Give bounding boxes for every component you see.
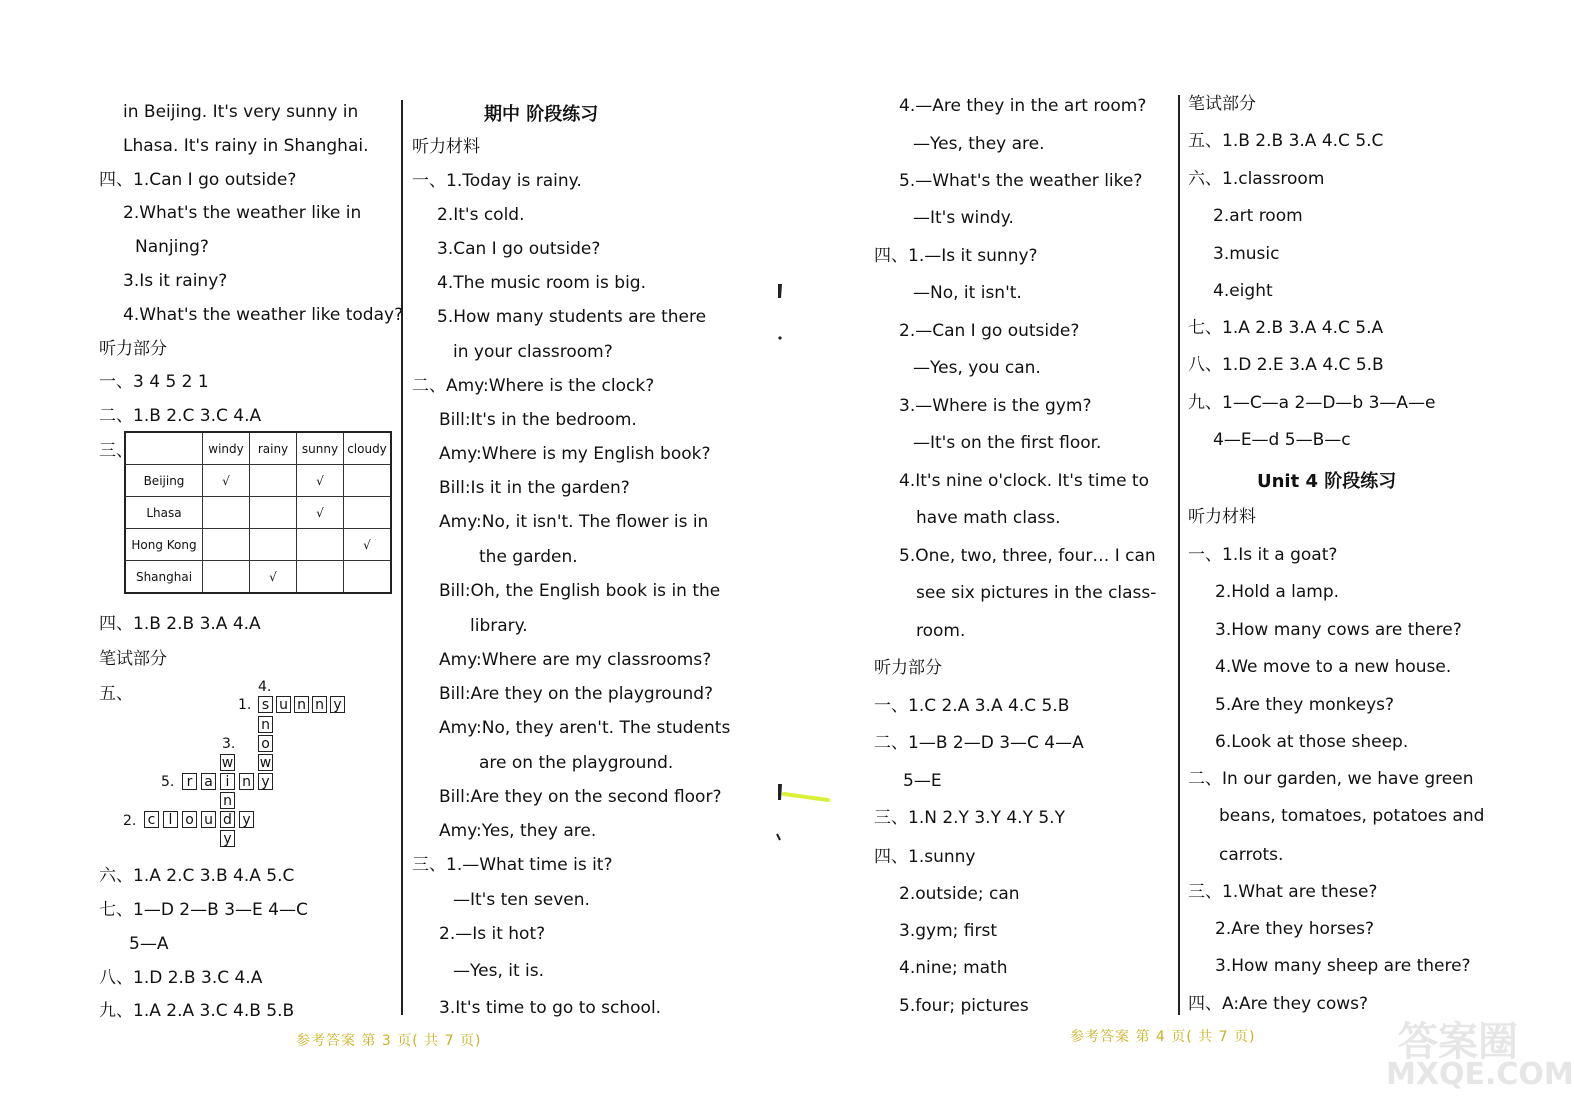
crossword-cell: o [182,811,197,828]
text-line: 4.We move to a new house. [1215,657,1452,677]
highlight-mark [770,780,835,845]
crossword-cell: a [201,773,216,790]
text-line: 2.—Is it hot? [439,924,546,944]
text-line: 5.—What's the weather like? [899,171,1143,191]
check-cell [250,465,297,497]
answer-line: 五、 [99,684,133,704]
text-line: 3.How many cows are there? [1215,620,1462,640]
crossword-cell: n [258,716,273,733]
column-divider-left [401,100,403,1015]
answer-line: 二、1—B 2—D 3—C 4—A [874,733,1084,753]
check-cell [250,529,297,561]
text-line: 三、1.—What time is it? [412,855,613,875]
text-line: carrots. [1219,845,1284,865]
crossword-cell: y [258,773,273,790]
crossword-label: 4. [258,679,272,695]
section-title: 期中 阶段练习 [484,104,599,125]
crossword-cell: o [258,735,273,752]
answer-line: 九、1—C—a 2—D—b 3—A—e [1188,393,1436,413]
table-row [125,529,391,561]
crossword-cell: n [294,696,309,713]
text-line: 四、1.—Is it sunny? [874,246,1038,266]
crossword-cell: r [182,773,197,790]
section-heading: 笔试部分 [99,649,167,669]
check-cell [297,561,344,594]
table-row [125,497,391,529]
city-cell: Beijing [125,465,203,497]
crossword-cell: w [221,755,234,771]
answer-line: 5—E [903,771,942,791]
answer-line: 六、1.A 2.C 3.B 4.A 5.C [99,866,295,886]
text-line: —No, it isn't. [913,283,1022,303]
text-line: 5.One, two, three, four… I can [899,546,1156,566]
crossword-label: 2. [123,813,137,829]
check-cell [203,561,250,594]
check-cell [344,497,392,529]
watermark-url: MXQE.COM [1386,1057,1574,1092]
check-cell [344,465,392,497]
check-cell: √ [297,465,344,497]
text-line: the garden. [479,547,578,567]
table-header-cell: rainy [250,432,297,465]
check-cell: √ [203,465,250,497]
answer-line: 五、1.B 2.B 3.A 4.C 5.C [1188,131,1384,151]
table-header-cell: sunny [297,432,344,465]
text-line: 2.Are they horses? [1215,919,1375,939]
crossword-label: 3. [222,736,236,752]
text-line: 3.Is it rainy? [123,271,228,291]
text-line: Lhasa. It's rainy in Shanghai. [123,136,369,156]
answer-line: 七、1—D 2—B 3—E 4—C [99,900,308,920]
text-line: 5.Are they monkeys? [1215,695,1395,715]
answer-line: 4—E—d 5—B—c [1213,430,1351,450]
answer-line: 七、1.A 2.B 3.A 4.C 5.A [1188,318,1384,338]
text-line: 四、1.Can I go outside? [99,170,297,190]
section-heading: 听力部分 [874,658,942,678]
text-line: 2.—Can I go outside? [899,321,1080,341]
text-line: 2.Hold a lamp. [1215,582,1340,602]
answer-line: 二、1.B 2.C 3.C 4.A [99,406,262,426]
text-line: Amy:Where are my classrooms? [439,650,712,670]
answer-line: 九、1.A 2.A 3.C 4.B 5.B [99,1001,295,1021]
crossword-cell: y [239,811,254,828]
text-line: Amy:No, they aren't. The students [439,718,731,738]
section-title: Unit 4 阶段练习 [1257,471,1397,492]
crossword-cell: y [330,696,345,713]
text-line: —It's on the first floor. [913,433,1102,453]
text-line: beans, tomatoes, potatoes and [1219,806,1485,826]
text-line: Nanjing? [135,237,209,257]
text-line: 3.Can I go outside? [437,239,601,259]
text-line: 5.How many students are there [437,307,707,327]
text-line: Bill:Is it in the garden? [439,478,630,498]
text-line: library. [470,616,528,636]
text-line: see six pictures in the class- [916,583,1157,603]
table-row [125,561,391,594]
crossword-cell: u [276,696,291,713]
text-line: 4.What's the weather like today? [123,305,404,325]
crossword-label: 1. [238,697,252,713]
check-cell [344,561,392,594]
check-cell [297,529,344,561]
table-corner-cell [125,432,203,465]
text-line: Bill:Are they on the second floor? [439,787,722,807]
text-line: —Yes, you can. [913,358,1041,378]
crossword-cell: w [259,755,272,771]
answer-line: 四、1.sunny [874,847,976,867]
text-line: 二、Amy:Where is the clock? [412,376,655,396]
text-line: —It's ten seven. [453,890,590,910]
text-line: 一、1.Is it a goat? [1188,545,1338,565]
watermark-logo: 答案圈 [1398,1019,1518,1065]
text-line: are on the playground. [479,753,674,773]
check-cell: √ [250,561,297,594]
answer-line: 2.art room [1213,206,1303,226]
answer-line: 三、1.N 2.Y 3.Y 4.Y 5.Y [874,808,1065,828]
text-line: 4.It's nine o'clock. It's time to [899,471,1150,491]
text-line: —It's windy. [913,208,1014,228]
answer-line: 八、1.D 2.B 3.C 4.A [99,968,263,988]
text-line: 3.How many sheep are there? [1215,956,1471,976]
answer-line: 5—A [129,934,169,954]
section-heading: 听力部分 [99,339,167,359]
answer-line: 5.four; pictures [899,996,1029,1016]
text-line: 2.What's the weather like in [123,203,362,223]
answer-line: 一、1.C 2.A 3.A 4.C 5.B [874,696,1070,716]
text-line: 4.The music room is big. [437,273,646,293]
text-line: 3.—Where is the gym? [899,396,1092,416]
weather-table [124,431,392,594]
table-row [125,465,391,497]
crossword-cell: c [144,811,159,828]
page-footer-right: 参考答案 第 4 页( 共 7 页) [1070,1029,1256,1045]
answer-line: 六、1.classroom [1188,169,1325,189]
text-line: 4.—Are they in the art room? [899,96,1147,116]
crossword-cell: n [239,773,254,790]
check-cell: √ [344,529,392,561]
text-line: 二、In our garden, we have green [1188,769,1474,789]
text-line: 3.It's time to go to school. [439,998,662,1018]
page-footer-left: 参考答案 第 3 页( 共 7 页) [296,1033,482,1049]
text-line: have math class. [916,508,1061,528]
answer-line: 一、3 4 5 2 1 [99,372,209,392]
crossword-cell: y [220,830,235,847]
answer-line: 4.eight [1213,281,1273,301]
crossword-label: 5. [161,774,175,790]
text-line: Amy:Where is my English book? [439,444,711,464]
text-line: 一、1.Today is rainy. [412,171,582,191]
city-cell: Shanghai [125,561,203,594]
text-line: Amy:Yes, they are. [439,821,597,841]
text-line: —Yes, they are. [913,134,1045,154]
text-line: 2.It's cold. [437,205,525,225]
text-line: Bill:Are they on the playground? [439,684,714,704]
crossword-cell: u [201,811,216,828]
section-heading: 听力材料 [412,137,480,157]
text-line: 6.Look at those sheep. [1215,732,1409,752]
text-line: Amy:No, it isn't. The flower is in [439,512,709,532]
section-heading: 笔试部分 [1188,94,1256,114]
table-header-cell: windy [203,432,250,465]
text-line: Bill:Oh, the English book is in the [439,581,721,601]
section-heading: 听力材料 [1188,507,1256,527]
text-line: room. [916,621,966,641]
answer-line: 三、 [99,441,133,461]
check-cell [203,497,250,529]
crossword-cell: n [312,696,327,713]
check-cell: √ [297,497,344,529]
text-line: 三、1.What are these? [1188,882,1378,902]
text-line: in your classroom? [453,342,613,362]
text-line: Bill:It's in the bedroom. [439,410,637,430]
text-line: —Yes, it is. [453,961,545,981]
crossword-cell: i [220,773,235,790]
city-cell: Lhasa [125,497,203,529]
crossword-cell: l [163,811,178,828]
check-cell [250,497,297,529]
answer-line: 3.music [1213,244,1280,264]
city-cell: Hong Kong [125,529,203,561]
crossword-cell: d [220,811,235,828]
crossword-cell: n [220,792,235,809]
answer-line: 3.gym; first [899,921,997,941]
answer-line: 4.nine; math [899,958,1008,978]
answer-line: 八、1.D 2.E 3.A 4.C 5.B [1188,355,1384,375]
check-cell [203,529,250,561]
table-header-row [125,432,391,465]
text-line: 四、A:Are they cows? [1188,994,1369,1014]
answer-line: 四、1.B 2.B 3.A 4.A [99,614,261,634]
table-header-cell: cloudy [344,432,392,465]
answer-line: 2.outside; can [899,884,1020,904]
scan-mark [770,280,790,345]
crossword-cell: s [258,696,273,713]
column-divider-right [1178,95,1180,1015]
text-line: in Beijing. It's very sunny in [123,102,359,122]
